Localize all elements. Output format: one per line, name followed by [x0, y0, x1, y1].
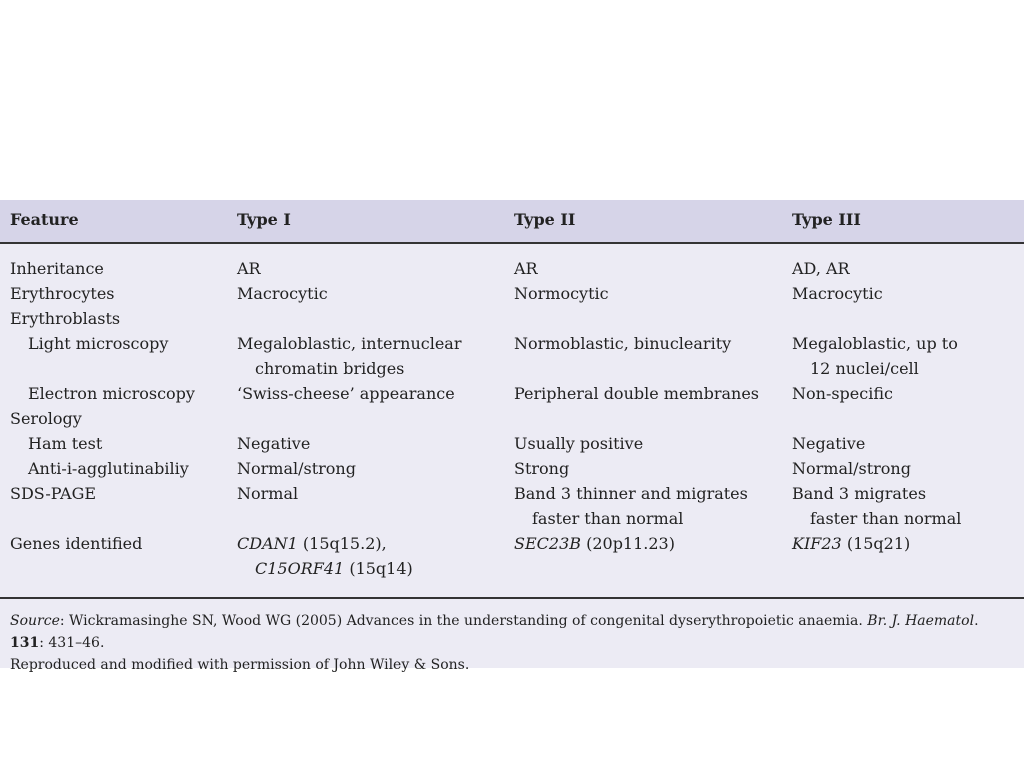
feature-label: Erythrocytes	[10, 284, 115, 303]
header-feature: Feature	[10, 210, 79, 229]
feature-label: SDS-PAGE	[10, 484, 97, 503]
row-type-ii-value	[514, 256, 538, 281]
cell-text: 12 nuclei/cell	[810, 359, 919, 378]
source-label: Source	[10, 613, 60, 629]
cde-comparison-table	[0, 200, 1024, 673]
row-type-ii-value	[514, 456, 569, 481]
row-type-i-value	[237, 281, 328, 306]
header-type-iii: Type III	[792, 210, 861, 229]
row-feature	[10, 531, 142, 556]
gene-name: C15ORF41	[255, 559, 345, 578]
cell-text: Megaloblastic, internuclear	[237, 334, 462, 353]
feature-label: Electron microscopy	[28, 384, 195, 403]
gene-name: CDAN1	[237, 534, 298, 553]
cell-text: Negative	[792, 434, 866, 453]
feature-label: Erythroblasts	[10, 309, 121, 328]
row-type-ii-value	[514, 481, 748, 531]
cell-text: Normal/strong	[237, 459, 356, 478]
cell-text: ‘Swiss-cheese’ appearance	[237, 384, 455, 403]
header-type-i: Type I	[237, 210, 291, 229]
table-header-row	[0, 200, 1024, 244]
cell-text: AD, AR	[792, 259, 850, 278]
source-permission: Reproduced and modified with permission of John Wiley & Sons.	[10, 657, 470, 673]
cell-text: faster than normal	[532, 509, 684, 528]
row-feature	[10, 281, 115, 306]
row-type-iii-value	[792, 281, 883, 306]
gene-entry	[514, 531, 675, 556]
source-sep: .	[974, 613, 979, 629]
cell-text: Negative	[237, 434, 311, 453]
cell-text: Non-specific	[792, 384, 893, 403]
row-type-ii-value	[514, 531, 675, 556]
row-type-iii-value	[792, 531, 910, 556]
row-feature	[28, 381, 195, 406]
gene-name: SEC23B	[514, 534, 581, 553]
row-type-i-value	[237, 481, 298, 506]
cell-text: chromatin bridges	[255, 359, 405, 378]
cell-text: Normocytic	[514, 284, 609, 303]
cell-text: Macrocytic	[792, 284, 883, 303]
gene-name: KIF23	[792, 534, 842, 553]
cell-text: Peripheral double membranes	[514, 384, 760, 403]
feature-label: Serology	[10, 409, 82, 428]
row-feature	[10, 306, 120, 331]
source-volume: 131	[10, 635, 40, 651]
row-type-iii-value	[792, 431, 865, 456]
gene-locus: (15q21)	[841, 534, 911, 553]
row-type-ii-value	[514, 381, 759, 406]
row-type-i-value	[237, 331, 461, 381]
row-type-ii-value	[514, 281, 609, 306]
row-type-iii-value	[792, 481, 961, 531]
row-feature	[28, 431, 102, 456]
cell-text: Macrocytic	[237, 284, 328, 303]
source-divider	[0, 597, 1024, 599]
cell-text: faster than normal	[810, 509, 962, 528]
cell-text: AR	[237, 259, 261, 278]
cell-text: Strong	[514, 459, 570, 478]
row-feature	[28, 331, 168, 356]
row-feature	[28, 456, 189, 481]
row-type-ii-value	[514, 431, 643, 456]
cell-text: Band 3 migrates	[792, 484, 927, 503]
row-type-i-value	[237, 456, 356, 481]
cell-text: Normal/strong	[792, 459, 911, 478]
source-citation	[10, 610, 1014, 676]
feature-label: Ham test	[28, 434, 103, 453]
gene-locus: (15q14)	[344, 559, 413, 578]
row-type-iii-value	[792, 456, 911, 481]
header-type-ii: Type II	[514, 210, 576, 229]
row-type-i-value	[237, 431, 310, 456]
row-type-ii-value	[514, 331, 731, 356]
cell-text: AR	[514, 259, 538, 278]
feature-label: Light microscopy	[28, 334, 169, 353]
row-feature	[10, 256, 104, 281]
cell-text: Normoblastic, binuclearity	[514, 334, 732, 353]
gene-locus: (20p11.23)	[581, 534, 675, 553]
row-type-iii-value	[792, 331, 958, 381]
source-journal: Br. J. Haematol	[867, 613, 975, 629]
row-type-iii-value	[792, 381, 893, 406]
gene-locus: (15q15.2),	[297, 534, 387, 553]
cell-text: Megaloblastic, up to	[792, 334, 958, 353]
gene-entry	[792, 531, 910, 556]
row-feature	[10, 481, 96, 506]
feature-label: Genes identified	[10, 534, 143, 553]
cell-text: Band 3 thinner and migrates	[514, 484, 748, 503]
row-type-i-value	[237, 531, 413, 581]
source-pages: : 431–46.	[39, 635, 105, 651]
row-type-iii-value	[792, 256, 850, 281]
source-authors: : Wickramasinghe SN, Wood WG (2005) Advances in the understanding of congenital dyserythropoietic anaemia.	[59, 613, 868, 629]
row-feature	[10, 406, 82, 431]
gene-entry	[237, 531, 413, 556]
row-type-i-value	[237, 256, 261, 281]
row-type-i-value	[237, 381, 455, 406]
cell-text: Normal	[237, 484, 299, 503]
feature-label: Inheritance	[10, 259, 104, 278]
gene-entry	[237, 556, 413, 581]
feature-label: Anti-i-agglutinabiliy	[28, 459, 189, 478]
cell-text: Usually positive	[514, 434, 644, 453]
